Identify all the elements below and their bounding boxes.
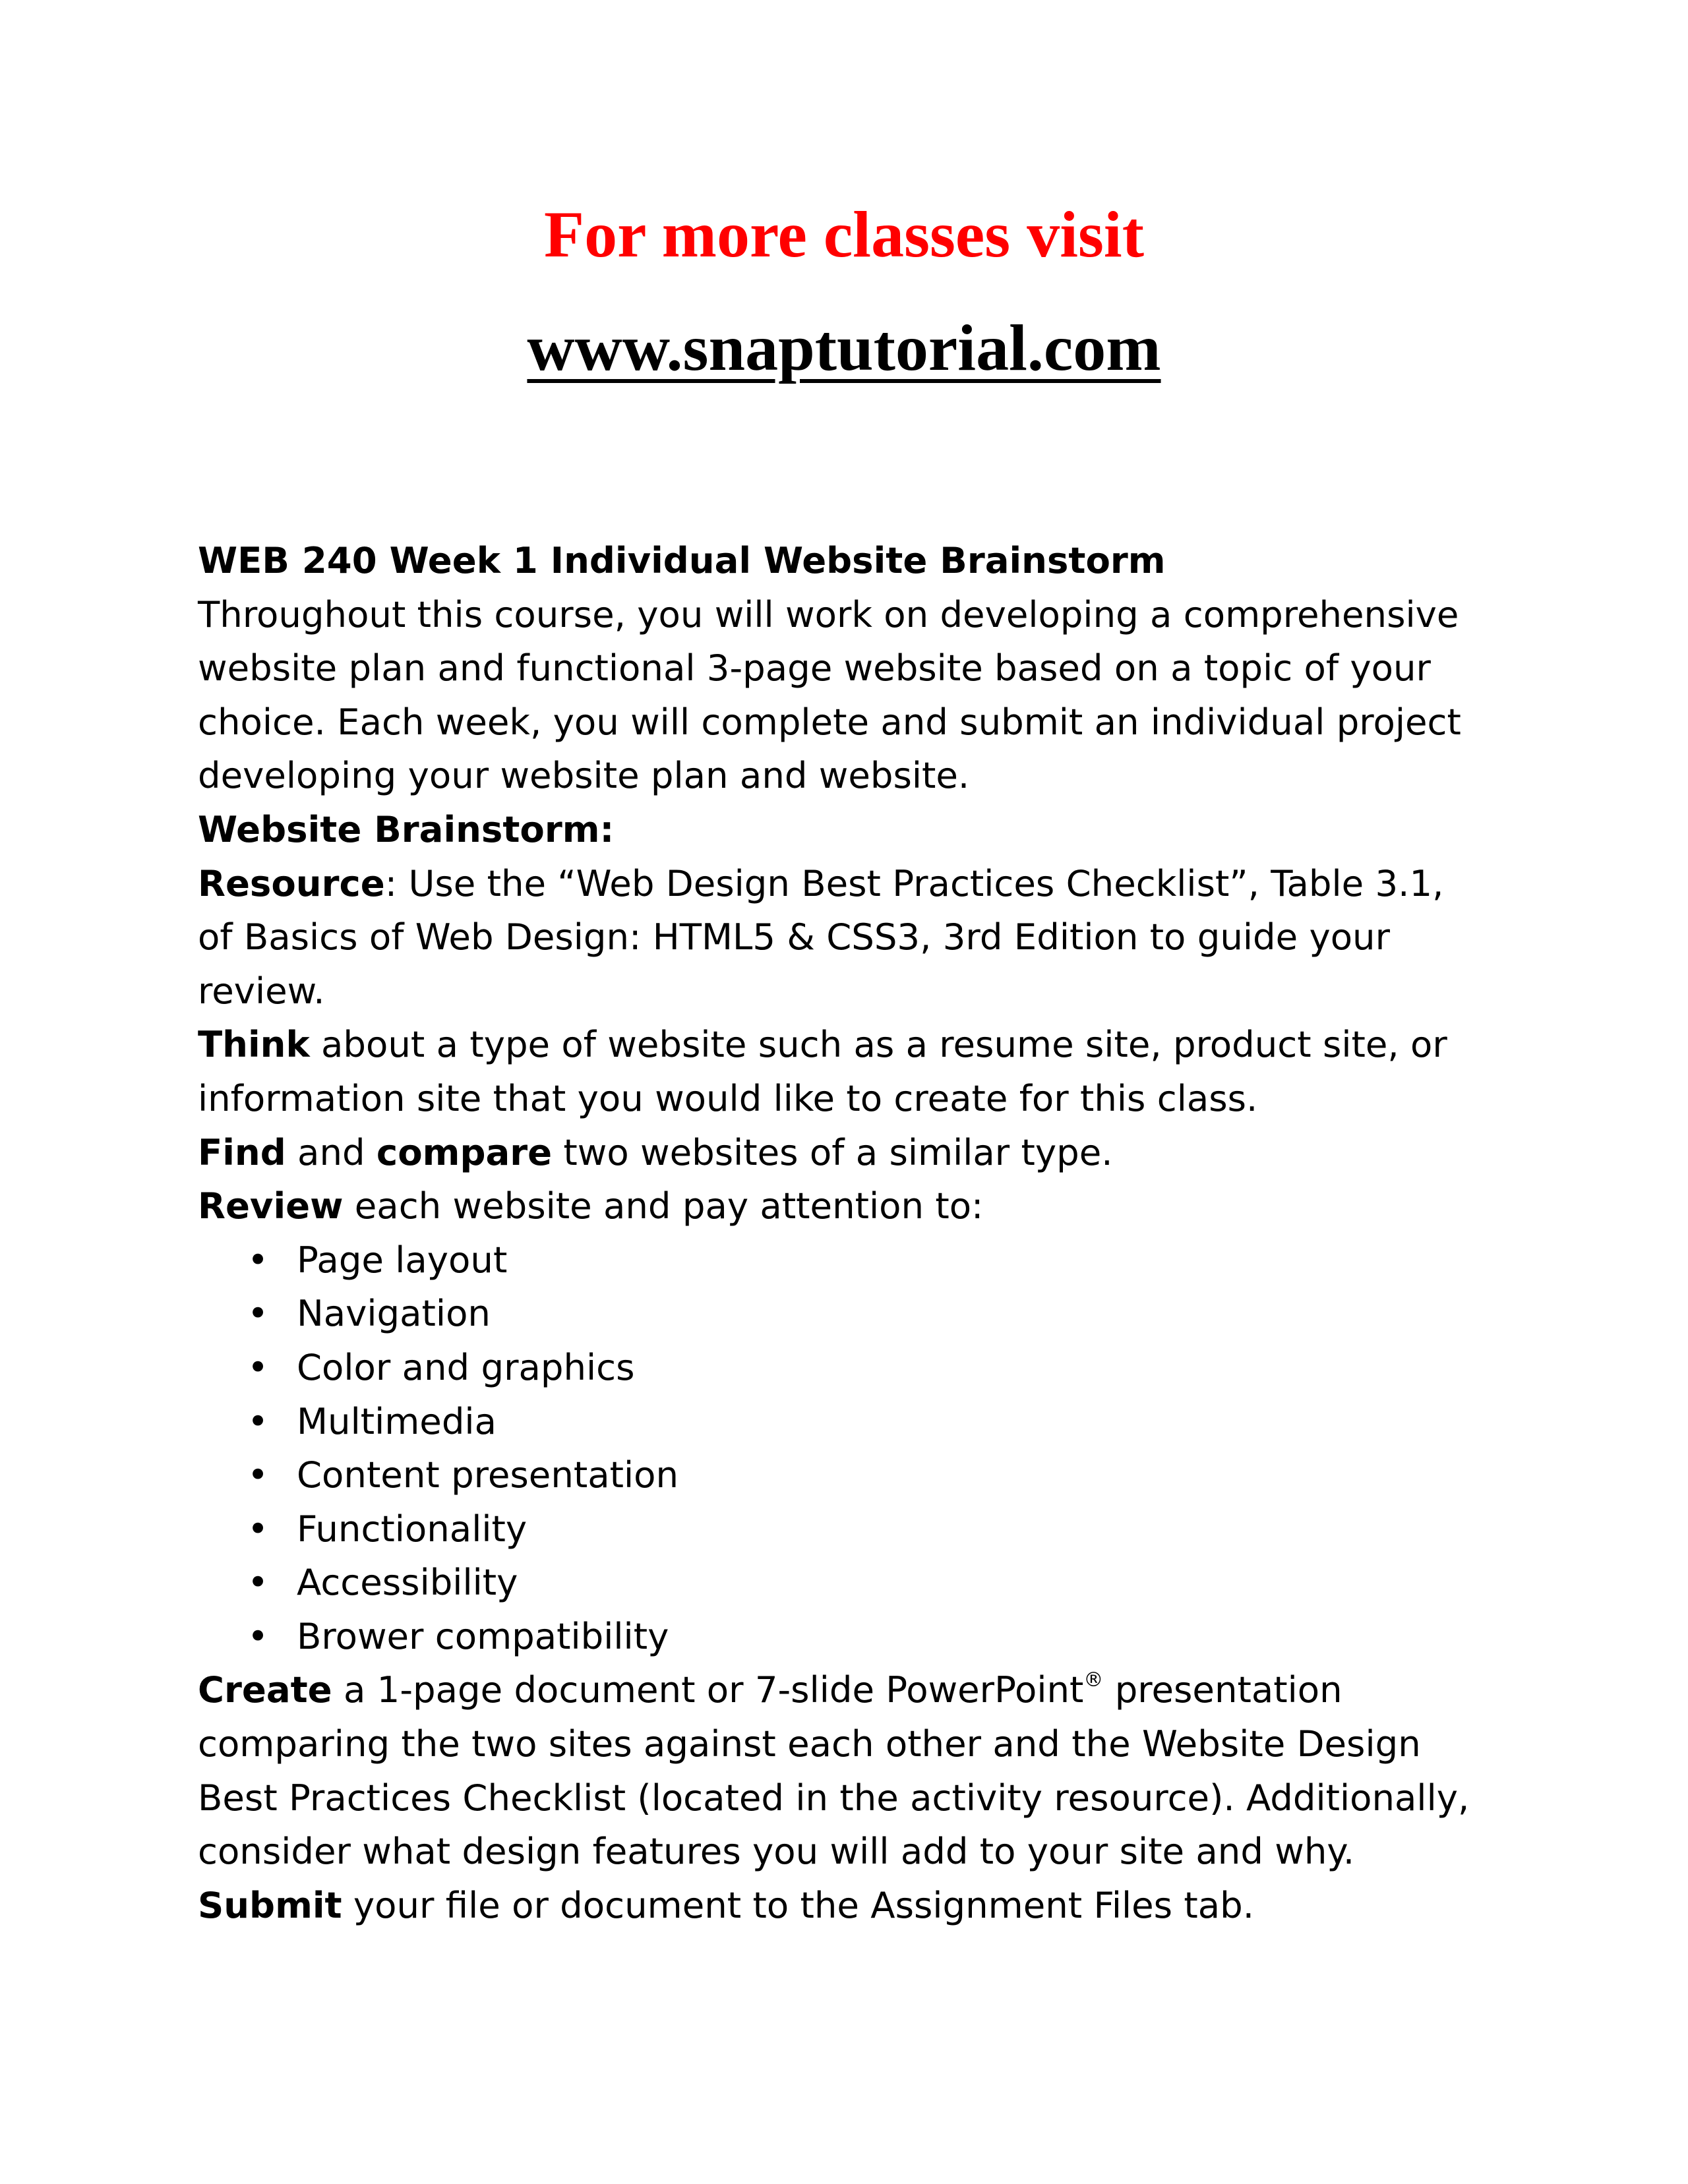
checklist [198, 1233, 1517, 1664]
list-item: • Navigation [198, 1287, 1517, 1341]
review-line: Review each website and pay attention to: [198, 1185, 984, 1227]
resource-line: review. [198, 969, 325, 1012]
list-item: • Accessibility [198, 1556, 1517, 1610]
resource-line: Resource: Use the “Web Design Best Practices Checklist”, Table 3.1, [198, 862, 1444, 904]
bullet-icon: • [247, 1614, 269, 1657]
intro-line: developing your website plan and website. [198, 754, 970, 797]
assignment-title: WEB 240 Week 1 Individual Website Brainstorm [198, 539, 1166, 581]
create-line: Best Practices Checklist (located in the activity resource). Additionally, [198, 1776, 1470, 1819]
intro-line: choice. Each week, you will complete and submit an individual project [198, 700, 1461, 743]
resource-label: Resource [198, 862, 385, 904]
bullet-icon: • [247, 1238, 269, 1281]
bullet-icon: • [247, 1292, 269, 1335]
intro-line: website plan and functional 3-page website based on a topic of your [198, 647, 1431, 690]
brainstorm-heading: Website Brainstorm: [198, 808, 615, 850]
bullet-icon: • [247, 1454, 269, 1496]
intro-line: Throughout this course, you will work on developing a comprehensive [198, 593, 1459, 635]
bullet-icon: • [247, 1345, 269, 1388]
submit-line: Submit your file or document to the Assignment Files tab. [198, 1883, 1255, 1926]
website-link[interactable]: www.snaptutorial.com [527, 311, 1161, 384]
registered-mark: ® [1083, 1668, 1104, 1692]
bullet-icon: • [247, 1561, 269, 1604]
list-item: • Page layout [198, 1233, 1517, 1287]
list-item: • Multimedia [198, 1395, 1517, 1449]
bullet-icon: • [247, 1400, 269, 1442]
submit-label: Submit [198, 1883, 342, 1926]
resource-line: of Basics of Web Design: HTML5 & CSS3, 3rd Edition to guide your [198, 916, 1391, 959]
think-line: information site that you would like to create for this class. [198, 1077, 1258, 1119]
find-label: Find [198, 1131, 286, 1173]
create-label: Create [198, 1668, 332, 1711]
bullet-icon: • [247, 1507, 269, 1550]
compare-label: compare [376, 1131, 553, 1173]
list-item: • Functionality [198, 1502, 1517, 1556]
assignment-body [198, 534, 1517, 1932]
find-line: Find and compare two websites of a similar type. [198, 1131, 1113, 1173]
create-line: comparing the two sites against each other and the Website Design [198, 1723, 1421, 1765]
list-item: • Brower compatibility [198, 1610, 1517, 1664]
create-line: consider what design features you will add to your site and why. [198, 1830, 1355, 1873]
create-line: Create a 1-page document or 7-slide PowerPoint® presentation [198, 1668, 1342, 1711]
list-item: • Color and graphics [198, 1341, 1517, 1395]
list-item: • Content presentation [198, 1448, 1517, 1502]
think-label: Think [198, 1023, 310, 1066]
promo-heading: For more classes visit [543, 198, 1144, 271]
review-label: Review [198, 1185, 344, 1227]
think-line: Think about a type of website such as a resume site, product site, or [198, 1023, 1447, 1066]
